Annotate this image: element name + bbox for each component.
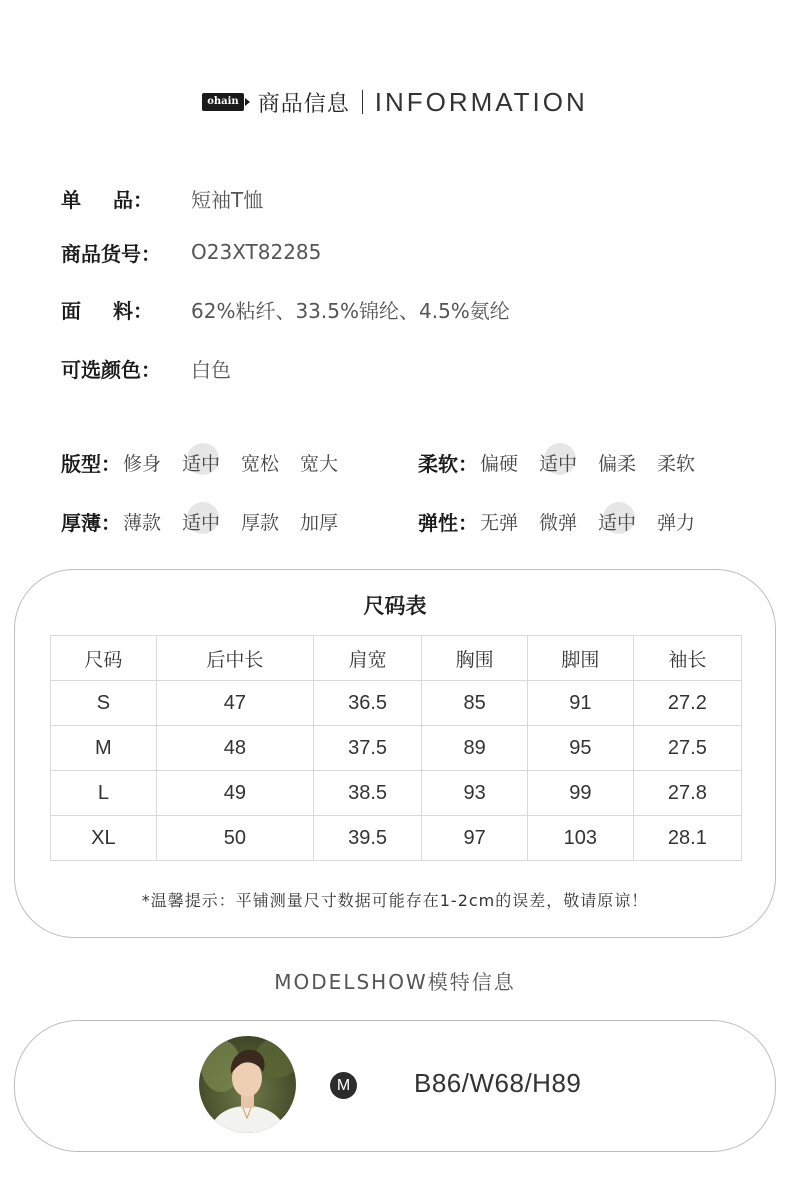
info-row-sku xyxy=(61,238,321,266)
attr-label-thickness: 厚薄： xyxy=(61,510,121,535)
table-cell: 95 xyxy=(527,726,633,771)
size-table-header: 脚围 xyxy=(527,636,633,681)
attr-option: 无弹 xyxy=(480,511,519,534)
header-title-cn: 商品信息 xyxy=(257,91,350,117)
size-table-header: 肩宽 xyxy=(313,636,421,681)
model-measurements: B86/W68/H89 xyxy=(414,1068,582,1098)
info-label-item-a: 单 xyxy=(61,187,81,212)
attr-option: 弹力 xyxy=(657,511,696,534)
measurement-note: *温馨提示：平铺测量尺寸数据可能存在1-2cm的误差，敬请原谅！ xyxy=(141,891,649,910)
table-cell: 48 xyxy=(156,726,313,771)
attr-row-thickness xyxy=(61,506,359,536)
size-chart-title: 尺码表 xyxy=(363,594,427,618)
table-cell: 37.5 xyxy=(313,726,421,771)
size-table-header: 尺码 xyxy=(51,636,157,681)
model-avatar xyxy=(199,1036,296,1133)
table-cell: 47 xyxy=(156,681,313,726)
table-row xyxy=(51,726,742,771)
info-row-item xyxy=(61,184,263,212)
info-label-color: 可选颜色： xyxy=(61,357,161,382)
attr-option-selected: 适中 xyxy=(182,449,241,476)
info-label-item xyxy=(61,184,153,213)
size-table-header: 后中长 xyxy=(156,636,313,681)
attr-option: 偏柔 xyxy=(598,452,637,475)
info-row-fabric xyxy=(61,295,510,323)
attr-label-fit: 版型： xyxy=(61,451,121,476)
attr-option: 加厚 xyxy=(300,511,339,534)
model-card xyxy=(14,1020,776,1152)
table-cell: 49 xyxy=(156,771,313,816)
info-value-color: 白色 xyxy=(191,357,231,382)
attr-option: 微弹 xyxy=(539,511,578,534)
table-cell: 28.1 xyxy=(633,816,741,861)
info-value-item: 短袖T恤 xyxy=(191,187,264,212)
table-cell: L xyxy=(51,771,157,816)
info-row-color xyxy=(61,354,231,382)
size-table xyxy=(50,635,742,861)
attr-option: 厚款 xyxy=(241,511,280,534)
table-cell: 93 xyxy=(422,771,528,816)
attr-option-selected: 适中 xyxy=(539,449,598,476)
model-size-badge: M xyxy=(330,1072,357,1099)
size-table-header: 胸围 xyxy=(422,636,528,681)
table-cell: M xyxy=(51,726,157,771)
header-title-en: INFORMATION xyxy=(374,86,588,117)
model-portrait-icon xyxy=(199,1036,296,1133)
table-row xyxy=(51,816,742,861)
attr-row-softness xyxy=(418,447,716,477)
attr-option: 宽松 xyxy=(241,452,280,475)
section-header xyxy=(0,84,790,120)
table-row xyxy=(51,771,742,816)
table-cell: 89 xyxy=(422,726,528,771)
model-section-title: MODELSHOW模特信息 xyxy=(274,970,516,994)
table-cell: 50 xyxy=(156,816,313,861)
info-label-fabric xyxy=(61,295,153,324)
table-cell: S xyxy=(51,681,157,726)
table-cell: 27.8 xyxy=(633,771,741,816)
size-table-header-row xyxy=(51,636,742,681)
attr-option-selected: 适中 xyxy=(182,508,241,535)
table-cell: 85 xyxy=(422,681,528,726)
info-label-sku: 商品货号： xyxy=(61,241,161,266)
size-table-header: 袖长 xyxy=(633,636,741,681)
attr-option: 柔软 xyxy=(657,452,696,475)
table-cell: 27.5 xyxy=(633,726,741,771)
table-cell: XL xyxy=(51,816,157,861)
attr-option-selected: 适中 xyxy=(598,508,657,535)
attr-option: 薄款 xyxy=(123,511,162,534)
table-cell: 27.2 xyxy=(633,681,741,726)
attr-label-softness: 柔软： xyxy=(418,451,478,476)
info-label-item-b: 品： xyxy=(113,187,153,212)
table-cell: 103 xyxy=(527,816,633,861)
attr-option: 宽大 xyxy=(300,452,339,475)
attr-row-elasticity xyxy=(418,506,716,536)
attr-row-fit xyxy=(61,447,359,477)
info-label-fabric-a: 面 xyxy=(61,298,81,323)
table-cell: 97 xyxy=(422,816,528,861)
attr-option: 偏硬 xyxy=(480,452,519,475)
table-cell: 38.5 xyxy=(313,771,421,816)
table-cell: 91 xyxy=(527,681,633,726)
table-cell: 99 xyxy=(527,771,633,816)
info-label-fabric-b: 料： xyxy=(113,298,153,323)
brand-logo: ohain xyxy=(202,93,244,111)
info-value-sku: O23XT82285 xyxy=(191,240,322,264)
info-value-fabric: 62%粘纤、33.5%锦纶、4.5%氨纶 xyxy=(191,298,510,323)
table-cell: 39.5 xyxy=(313,816,421,861)
table-cell: 36.5 xyxy=(313,681,421,726)
table-row xyxy=(51,681,742,726)
header-divider xyxy=(362,90,363,114)
attr-label-elasticity: 弹性： xyxy=(418,510,478,535)
attr-option: 修身 xyxy=(123,452,162,475)
